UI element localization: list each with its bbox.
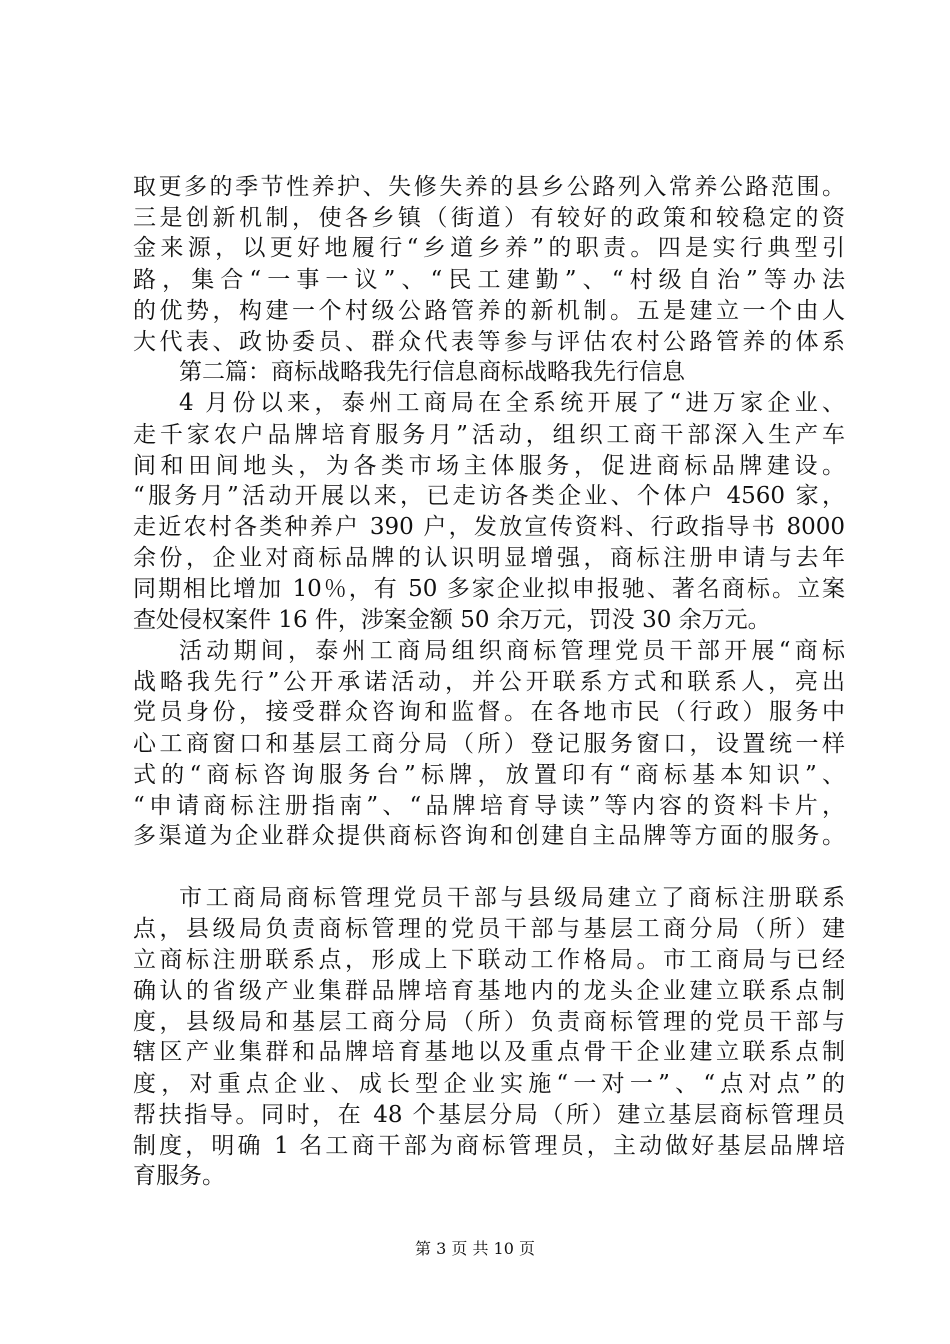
paragraph-2-line-5: 走近农村各类种养户 390 户，发放宣传资料、行政指导书 8000 [133, 514, 845, 540]
paragraph-3-line-2: 战略我先行”公开承诺活动，并公开联系方式和联系人，亮出 [133, 669, 845, 695]
paragraph-1-line-6: 大代表、政协委员、群众代表等参与评估农村公路管养的体系 [133, 329, 845, 355]
paragraph-3-line-4: 心工商窗口和基层工商分局（所）登记服务窗口，设置统一样 [133, 731, 845, 757]
paragraph-2-line-6: 余份，企业对商标品牌的认识明显增强，商标注册申请与去年 [133, 545, 845, 571]
paragraph-4-line-1: 市工商局商标管理党员干部与县级局建立了商标注册联系 [179, 885, 845, 911]
paragraph-3-line-1: 活动期间，泰州工商局组织商标管理党员干部开展“商标 [179, 638, 845, 664]
paragraph-2-line-7: 同期相比增加 10％，有 50 多家企业拟申报驰、著名商标。立案 [133, 576, 845, 602]
paragraph-4-line-2: 点，县级局负责商标管理的党员干部与基层工商分局（所）建 [133, 916, 845, 942]
paragraph-3-line-6: “申请商标注册指南”、“品牌培育导读”等内容的资料卡片， [133, 793, 845, 819]
paragraph-4-line-8: 帮扶指导。同时，在 48 个基层分局（所）建立基层商标管理员 [133, 1102, 845, 1128]
page-number-footer: 第 3 页 共 10 页 [415, 1239, 535, 1258]
paragraph-2-line-8: 查处侵权案件 16 件，涉案金额 50 余万元，罚没 30 余万元。 [133, 607, 771, 633]
paragraph-1-line-3: 金来源，以更好地履行“乡道乡养”的职责。四是实行典型引 [133, 235, 845, 261]
paragraph-2-line-3: 间和田间地头，为各类市场主体服务，促进商标品牌建设。 [133, 453, 845, 479]
paragraph-3-line-7: 多渠道为企业群众提供商标咨询和创建自主品牌等方面的服务。 [133, 823, 845, 849]
paragraph-4-line-9: 制度，明确 1 名工商干部为商标管理员，主动做好基层品牌培 [133, 1133, 845, 1159]
paragraph-4-line-10: 育服务。 [133, 1163, 225, 1189]
paragraph-2-line-2: 走千家农户品牌培育服务月”活动，组织工商干部深入生产车 [133, 422, 845, 448]
paragraph-1-line-1: 取更多的季节性养护、失修失养的县乡公路列入常养公路范围。 [133, 174, 845, 200]
paragraph-1-line-4: 路，集合“一事一议”、“民工建勤”、“村级自治”等办法 [133, 267, 845, 293]
paragraph-4-line-3: 立商标注册联系点，形成上下联动工作格局。市工商局与已经 [133, 947, 845, 973]
paragraph-4-line-7: 度，对重点企业、成长型企业实施“一对一”、“点对点”的 [133, 1071, 845, 1097]
paragraph-2-line-4: “服务月”活动开展以来，已走访各类企业、个体户 4560 家， [133, 483, 845, 509]
paragraph-4-line-5: 度，县级局和基层工商分局（所）负责商标管理的党员干部与 [133, 1009, 845, 1035]
paragraph-3-line-3: 党员身份，接受群众咨询和监督。在各地市民（行政）服务中 [133, 699, 845, 725]
paragraph-4-line-6: 辖区产业集群和品牌培育基地以及重点骨干企业建立联系点制 [133, 1039, 845, 1065]
paragraph-1-line-5: 的优势，构建一个村级公路管养的新机制。五是建立一个由人 [133, 298, 845, 324]
paragraph-1-line-2: 三是创新机制，使各乡镇（街道）有较好的政策和较稳定的资 [133, 205, 845, 231]
paragraph-4-line-4: 确认的省级产业集群品牌培育基地内的龙头企业建立联系点制 [133, 978, 845, 1004]
paragraph-3-line-5: 式的“商标咨询服务台”标牌，放置印有“商标基本知识”、 [133, 762, 845, 788]
paragraph-2-line-1: 4 月份以来，泰州工商局在全系统开展了“进万家企业、 [179, 390, 845, 416]
section-heading: 第二篇：商标战略我先行信息商标战略我先行信息 [179, 359, 685, 385]
